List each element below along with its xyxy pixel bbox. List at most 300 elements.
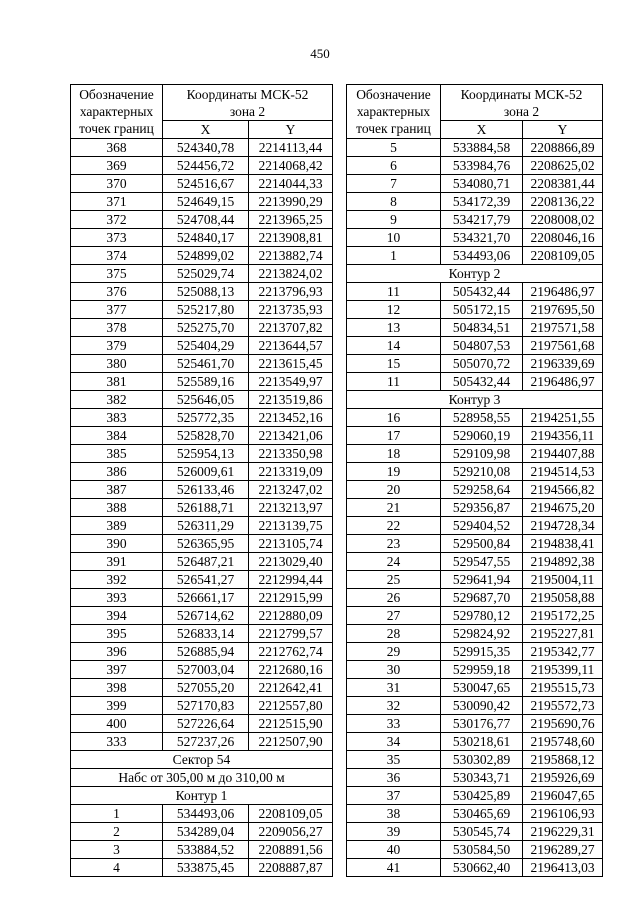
point-id-cell: 380	[71, 355, 163, 373]
x-coordinate-cell: 529356,87	[441, 499, 523, 517]
x-coordinate-cell: 527170,83	[163, 697, 249, 715]
point-id-cell: 374	[71, 247, 163, 265]
y-coordinate-cell: 2195004,11	[523, 571, 603, 589]
y-coordinate-cell: 2194407,88	[523, 445, 603, 463]
table-row	[347, 175, 603, 193]
y-coordinate-cell: 2208891,56	[249, 841, 333, 859]
x-coordinate-cell: 524899,02	[163, 247, 249, 265]
y-coordinate-cell: 2212994,44	[249, 571, 333, 589]
x-coordinate-cell: 530465,69	[441, 805, 523, 823]
x-coordinate-cell: 526311,29	[163, 517, 249, 535]
x-coordinate-cell: 526833,14	[163, 625, 249, 643]
table-row	[347, 607, 603, 625]
table-row	[347, 571, 603, 589]
table-row	[71, 481, 333, 499]
y-coordinate-cell: 2195058,88	[523, 589, 603, 607]
table-row	[347, 643, 603, 661]
point-id-cell: 12	[347, 301, 441, 319]
point-id-cell: 399	[71, 697, 163, 715]
x-coordinate-cell: 529500,84	[441, 535, 523, 553]
x-coordinate-cell: 526365,95	[163, 535, 249, 553]
point-id-cell: 16	[347, 409, 441, 427]
table-row	[347, 427, 603, 445]
section-row	[71, 787, 333, 805]
x-coordinate-cell: 526487,21	[163, 553, 249, 571]
table-row	[71, 535, 333, 553]
point-id-cell: 31	[347, 679, 441, 697]
x-coordinate-cell: 525828,70	[163, 427, 249, 445]
point-id-cell: 370	[71, 175, 163, 193]
x-coordinate-cell: 534172,39	[441, 193, 523, 211]
y-coordinate-cell: 2213247,02	[249, 481, 333, 499]
x-coordinate-cell: 525954,13	[163, 445, 249, 463]
table-row	[347, 841, 603, 859]
table-row	[71, 589, 333, 607]
point-id-cell: 36	[347, 769, 441, 787]
table-row	[71, 247, 333, 265]
y-coordinate-cell: 2212515,90	[249, 715, 333, 733]
page-number: 450	[310, 46, 330, 61]
x-coordinate-cell: 529547,55	[441, 553, 523, 571]
point-id-cell: 21	[347, 499, 441, 517]
header-coordinates-group	[441, 85, 603, 121]
y-coordinate-cell: 2213421,06	[249, 427, 333, 445]
x-coordinate-cell: 524840,17	[163, 229, 249, 247]
table-row	[347, 823, 603, 841]
x-coordinate-cell: 529060,19	[441, 427, 523, 445]
point-id-cell: 15	[347, 355, 441, 373]
table-row	[71, 139, 333, 157]
y-coordinate-cell: 2196413,03	[523, 859, 603, 877]
x-coordinate-cell: 525646,05	[163, 391, 249, 409]
x-coordinate-cell: 529915,35	[441, 643, 523, 661]
table-row	[71, 409, 333, 427]
point-id-cell: 23	[347, 535, 441, 553]
point-id-cell: 387	[71, 481, 163, 499]
point-id-cell: 40	[347, 841, 441, 859]
point-id-cell: 28	[347, 625, 441, 643]
x-coordinate-cell: 530176,77	[441, 715, 523, 733]
y-coordinate-cell: 2212915,99	[249, 589, 333, 607]
x-coordinate-cell: 527237,26	[163, 733, 249, 751]
table-row	[347, 517, 603, 535]
point-id-cell: 389	[71, 517, 163, 535]
point-id-cell: 1	[347, 247, 441, 265]
point-id-cell: 385	[71, 445, 163, 463]
table-row	[71, 157, 333, 175]
x-coordinate-cell: 534217,79	[441, 211, 523, 229]
x-coordinate-cell: 505432,44	[441, 283, 523, 301]
point-id-cell: 381	[71, 373, 163, 391]
x-coordinate-cell: 534321,70	[441, 229, 523, 247]
x-coordinate-cell: 530090,42	[441, 697, 523, 715]
table-row	[71, 733, 333, 751]
table-row	[347, 445, 603, 463]
y-coordinate-cell: 2212799,57	[249, 625, 333, 643]
point-id-cell: 18	[347, 445, 441, 463]
y-coordinate-cell: 2213796,93	[249, 283, 333, 301]
point-id-cell: 11	[347, 373, 441, 391]
point-id-cell: 372	[71, 211, 163, 229]
point-id-cell: 4	[71, 859, 163, 877]
table-row	[347, 157, 603, 175]
table-row	[71, 391, 333, 409]
x-coordinate-cell: 530302,89	[441, 751, 523, 769]
y-coordinate-cell: 2208109,05	[523, 247, 603, 265]
y-coordinate-cell: 2213139,75	[249, 517, 333, 535]
table-row	[71, 553, 333, 571]
y-coordinate-cell: 2213882,74	[249, 247, 333, 265]
point-id-cell: 14	[347, 337, 441, 355]
table-row	[347, 535, 603, 553]
section-label: Набс от 305,00 м до 310,00 м	[71, 769, 333, 787]
table-row	[347, 373, 603, 391]
table-row	[71, 625, 333, 643]
y-coordinate-cell: 2212880,09	[249, 607, 333, 625]
x-coordinate-cell: 525275,70	[163, 319, 249, 337]
y-coordinate-cell: 2208109,05	[249, 805, 333, 823]
x-coordinate-cell: 526714,62	[163, 607, 249, 625]
point-id-cell: 17	[347, 427, 441, 445]
y-coordinate-cell: 2214113,44	[249, 139, 333, 157]
x-coordinate-cell: 525589,16	[163, 373, 249, 391]
section-row	[347, 265, 603, 283]
y-coordinate-cell: 2195690,76	[523, 715, 603, 733]
point-id-cell: 37	[347, 787, 441, 805]
table-row	[71, 445, 333, 463]
y-coordinate-cell: 2197561,68	[523, 337, 603, 355]
header-y: Y	[249, 121, 333, 139]
y-coordinate-cell: 2213452,16	[249, 409, 333, 427]
table-row	[347, 247, 603, 265]
point-id-cell: 10	[347, 229, 441, 247]
y-coordinate-cell: 2196289,27	[523, 841, 603, 859]
y-coordinate-cell: 2208625,02	[523, 157, 603, 175]
x-coordinate-cell: 526133,46	[163, 481, 249, 499]
y-coordinate-cell: 2213350,98	[249, 445, 333, 463]
x-coordinate-cell: 534289,04	[163, 823, 249, 841]
x-coordinate-cell: 534493,06	[163, 805, 249, 823]
section-row	[71, 769, 333, 787]
table-row	[71, 193, 333, 211]
table-row	[71, 841, 333, 859]
x-coordinate-cell: 525029,74	[163, 265, 249, 283]
point-id-cell: 368	[71, 139, 163, 157]
y-coordinate-cell: 2194514,53	[523, 463, 603, 481]
y-coordinate-cell: 2196486,97	[523, 283, 603, 301]
x-coordinate-cell: 529109,98	[441, 445, 523, 463]
table-row	[347, 409, 603, 427]
y-coordinate-cell: 2213029,40	[249, 553, 333, 571]
point-id-cell: 7	[347, 175, 441, 193]
point-id-cell: 8	[347, 193, 441, 211]
section-label: Контур 2	[347, 265, 603, 283]
y-coordinate-cell: 2194838,41	[523, 535, 603, 553]
point-id-cell: 1	[71, 805, 163, 823]
point-id-cell: 398	[71, 679, 163, 697]
table-row	[347, 625, 603, 643]
table-row	[71, 715, 333, 733]
point-id-cell: 376	[71, 283, 163, 301]
y-coordinate-cell: 2195926,69	[523, 769, 603, 787]
table-row	[347, 697, 603, 715]
section-row	[71, 751, 333, 769]
table-row	[347, 337, 603, 355]
header-coordinates-group	[163, 85, 333, 121]
x-coordinate-cell: 529959,18	[441, 661, 523, 679]
table-row	[347, 589, 603, 607]
y-coordinate-cell: 2195748,60	[523, 733, 603, 751]
point-id-cell: 2	[71, 823, 163, 841]
y-coordinate-cell: 2208136,22	[523, 193, 603, 211]
section-label: Контур 3	[347, 391, 603, 409]
y-coordinate-cell: 2213213,97	[249, 499, 333, 517]
point-id-cell: 390	[71, 535, 163, 553]
y-coordinate-cell: 2208887,87	[249, 859, 333, 877]
table-row	[71, 823, 333, 841]
point-id-cell: 392	[71, 571, 163, 589]
point-id-cell: 34	[347, 733, 441, 751]
point-id-cell: 41	[347, 859, 441, 877]
table-row	[71, 373, 333, 391]
header-point-designation: Обозначение характерных точек границ	[347, 85, 441, 139]
x-coordinate-cell: 524649,15	[163, 193, 249, 211]
table-row	[347, 283, 603, 301]
table-row	[71, 355, 333, 373]
point-id-cell: 9	[347, 211, 441, 229]
point-id-cell: 27	[347, 607, 441, 625]
point-id-cell: 397	[71, 661, 163, 679]
y-coordinate-cell: 2212557,80	[249, 697, 333, 715]
x-coordinate-cell: 530047,65	[441, 679, 523, 697]
point-id-cell: 333	[71, 733, 163, 751]
table-row	[347, 787, 603, 805]
x-coordinate-cell: 529641,94	[441, 571, 523, 589]
y-coordinate-cell: 2208381,44	[523, 175, 603, 193]
y-coordinate-cell: 2208008,02	[523, 211, 603, 229]
x-coordinate-cell: 525404,29	[163, 337, 249, 355]
table-row	[347, 463, 603, 481]
section-row	[347, 391, 603, 409]
y-coordinate-cell: 2213965,25	[249, 211, 333, 229]
y-coordinate-cell: 2214044,33	[249, 175, 333, 193]
y-coordinate-cell: 2194892,38	[523, 553, 603, 571]
table-row	[347, 319, 603, 337]
point-id-cell: 20	[347, 481, 441, 499]
x-coordinate-cell: 534080,71	[441, 175, 523, 193]
x-coordinate-cell: 526188,71	[163, 499, 249, 517]
x-coordinate-cell: 529404,52	[441, 517, 523, 535]
coordinates-table-right	[346, 84, 603, 877]
table-row	[71, 283, 333, 301]
table-row	[71, 427, 333, 445]
section-label: Сектор 54	[71, 751, 333, 769]
y-coordinate-cell: 2213990,29	[249, 193, 333, 211]
table-row	[347, 499, 603, 517]
y-coordinate-cell: 2213707,82	[249, 319, 333, 337]
point-id-cell: 382	[71, 391, 163, 409]
y-coordinate-cell: 2195342,77	[523, 643, 603, 661]
table-row	[347, 193, 603, 211]
point-id-cell: 13	[347, 319, 441, 337]
y-coordinate-cell: 2213319,09	[249, 463, 333, 481]
x-coordinate-cell: 524516,67	[163, 175, 249, 193]
x-coordinate-cell: 530425,89	[441, 787, 523, 805]
x-coordinate-cell: 524340,78	[163, 139, 249, 157]
y-coordinate-cell: 2195172,25	[523, 607, 603, 625]
point-id-cell: 35	[347, 751, 441, 769]
x-coordinate-cell: 526885,94	[163, 643, 249, 661]
table-row	[71, 517, 333, 535]
point-id-cell: 379	[71, 337, 163, 355]
table-row	[347, 661, 603, 679]
y-coordinate-cell: 2212762,74	[249, 643, 333, 661]
table-row	[71, 859, 333, 877]
table-row	[71, 175, 333, 193]
x-coordinate-cell: 525217,80	[163, 301, 249, 319]
table-row	[347, 139, 603, 157]
table-row	[71, 805, 333, 823]
table-row	[347, 733, 603, 751]
x-coordinate-cell: 533884,58	[441, 139, 523, 157]
y-coordinate-cell: 2213519,86	[249, 391, 333, 409]
point-id-cell: 394	[71, 607, 163, 625]
x-coordinate-cell: 524456,72	[163, 157, 249, 175]
point-id-cell: 396	[71, 643, 163, 661]
x-coordinate-cell: 530218,61	[441, 733, 523, 751]
table-row	[347, 769, 603, 787]
point-id-cell: 6	[347, 157, 441, 175]
x-coordinate-cell: 534493,06	[441, 247, 523, 265]
table-row	[71, 499, 333, 517]
point-id-cell: 388	[71, 499, 163, 517]
y-coordinate-cell: 2194728,34	[523, 517, 603, 535]
coordinates-table-left	[70, 84, 333, 877]
point-id-cell: 375	[71, 265, 163, 283]
point-id-cell: 11	[347, 283, 441, 301]
x-coordinate-cell: 529687,70	[441, 589, 523, 607]
table-row	[347, 805, 603, 823]
point-id-cell: 378	[71, 319, 163, 337]
x-coordinate-cell: 525088,13	[163, 283, 249, 301]
point-id-cell: 5	[347, 139, 441, 157]
header-y: Y	[523, 121, 603, 139]
x-coordinate-cell: 505172,15	[441, 301, 523, 319]
y-coordinate-cell: 2195399,11	[523, 661, 603, 679]
point-id-cell: 393	[71, 589, 163, 607]
x-coordinate-cell: 528958,55	[441, 409, 523, 427]
x-coordinate-cell: 527226,64	[163, 715, 249, 733]
y-coordinate-cell: 2195868,12	[523, 751, 603, 769]
point-id-cell: 391	[71, 553, 163, 571]
y-coordinate-cell: 2194566,82	[523, 481, 603, 499]
table-row	[347, 751, 603, 769]
x-coordinate-cell: 525772,35	[163, 409, 249, 427]
header-coordinates-zone: зона 2	[503, 103, 540, 119]
x-coordinate-cell: 530545,74	[441, 823, 523, 841]
table-row	[71, 319, 333, 337]
point-id-cell: 22	[347, 517, 441, 535]
table-row	[71, 697, 333, 715]
x-coordinate-cell: 527003,04	[163, 661, 249, 679]
y-coordinate-cell: 2209056,27	[249, 823, 333, 841]
point-id-cell: 383	[71, 409, 163, 427]
point-id-cell: 371	[71, 193, 163, 211]
x-coordinate-cell: 529258,64	[441, 481, 523, 499]
y-coordinate-cell: 2195515,73	[523, 679, 603, 697]
table-row	[347, 679, 603, 697]
x-coordinate-cell: 527055,20	[163, 679, 249, 697]
x-coordinate-cell: 504807,53	[441, 337, 523, 355]
y-coordinate-cell: 2212507,90	[249, 733, 333, 751]
y-coordinate-cell: 2213644,57	[249, 337, 333, 355]
header-coordinates-zone: зона 2	[229, 103, 266, 119]
point-id-cell: 377	[71, 301, 163, 319]
table-row	[71, 571, 333, 589]
y-coordinate-cell: 2213549,97	[249, 373, 333, 391]
y-coordinate-cell: 2194251,55	[523, 409, 603, 427]
point-id-cell: 384	[71, 427, 163, 445]
x-coordinate-cell: 529780,12	[441, 607, 523, 625]
point-id-cell: 400	[71, 715, 163, 733]
table-row	[347, 553, 603, 571]
y-coordinate-cell: 2208866,89	[523, 139, 603, 157]
y-coordinate-cell: 2212642,41	[249, 679, 333, 697]
x-coordinate-cell: 505432,44	[441, 373, 523, 391]
header-x: X	[163, 121, 249, 139]
x-coordinate-cell: 526541,27	[163, 571, 249, 589]
y-coordinate-cell: 2213908,81	[249, 229, 333, 247]
table-row	[71, 679, 333, 697]
table-row	[71, 607, 333, 625]
y-coordinate-cell: 2197571,58	[523, 319, 603, 337]
table-row	[71, 265, 333, 283]
table-row	[71, 301, 333, 319]
y-coordinate-cell: 2196229,31	[523, 823, 603, 841]
table-row	[347, 859, 603, 877]
point-id-cell: 19	[347, 463, 441, 481]
x-coordinate-cell: 524708,44	[163, 211, 249, 229]
y-coordinate-cell: 2196047,65	[523, 787, 603, 805]
x-coordinate-cell: 505070,72	[441, 355, 523, 373]
x-coordinate-cell: 530584,50	[441, 841, 523, 859]
x-coordinate-cell: 533884,52	[163, 841, 249, 859]
header-coordinates-title: Координаты МСК-52	[186, 86, 309, 102]
y-coordinate-cell: 2213824,02	[249, 265, 333, 283]
table-row	[71, 643, 333, 661]
table-row	[71, 463, 333, 481]
y-coordinate-cell: 2212680,16	[249, 661, 333, 679]
table-row	[347, 481, 603, 499]
header-x: X	[441, 121, 523, 139]
point-id-cell: 25	[347, 571, 441, 589]
table-row	[71, 211, 333, 229]
point-id-cell: 39	[347, 823, 441, 841]
x-coordinate-cell: 529210,08	[441, 463, 523, 481]
table-row	[347, 715, 603, 733]
table-row	[347, 211, 603, 229]
y-coordinate-cell: 2194675,20	[523, 499, 603, 517]
point-id-cell: 29	[347, 643, 441, 661]
point-id-cell: 386	[71, 463, 163, 481]
header-point-designation: Обозначение характерных точек границ	[71, 85, 163, 139]
x-coordinate-cell: 533984,76	[441, 157, 523, 175]
y-coordinate-cell: 2196486,97	[523, 373, 603, 391]
section-label: Контур 1	[71, 787, 333, 805]
x-coordinate-cell: 530662,40	[441, 859, 523, 877]
point-id-cell: 26	[347, 589, 441, 607]
table-row	[347, 229, 603, 247]
